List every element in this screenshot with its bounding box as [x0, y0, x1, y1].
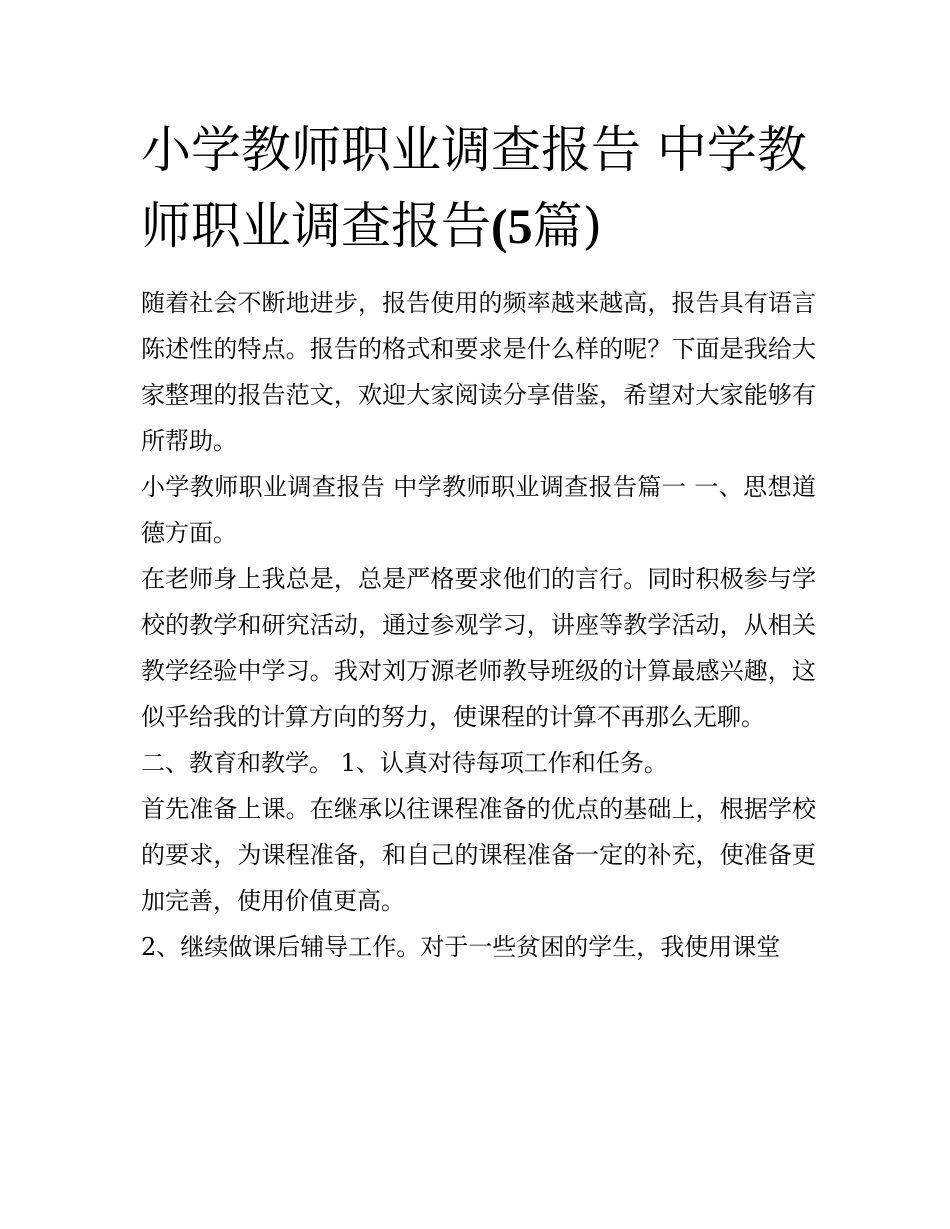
- title-text: 小学教师职业调查报告 中学教师职业调查报告: [141, 121, 807, 255]
- paragraph-section-one: 小学教师职业调查报告 中学教师职业调查报告篇一 一、思想道德方面。: [141, 473, 816, 547]
- document-title: [141, 112, 816, 264]
- paragraph-intro: 随着社会不断地进步，报告使用的频率越来越高，报告具有语言陈述性的特点。报告的格式和要求是什么样的呢？下面是我给大家整理的报告范文，欢迎大家阅读分享借鉴，希望对大家能够有所帮助。: [141, 289, 816, 455]
- paragraph-moral: 在老师身上我总是，总是严格要求他们的言行。同时积极参与学校的教学和研究活动，通过参观学习，讲座等教学活动，从相关教学经验中学习。我对刘万源老师教导班级的计算最感兴趣，这似乎给我的计算方向的努力，使课程的计算不再那么无聊。: [141, 565, 816, 731]
- title-suffix: 篇): [532, 197, 603, 255]
- paragraph-tutoring: 2、继续做课后辅导工作。对于一些贫困的学生，我使用课堂: [141, 933, 781, 961]
- paragraph-section-two: 二、教育和教学。 1、认真对待每项工作和任务。: [141, 749, 668, 777]
- document-body: [141, 112, 816, 970]
- paragraph-preparation: 首先准备上课。在继承以往课程准备的优点的基础上，根据学校的要求，为课程准备，和自己的课程准备一定的补充，使准备更加完善，使用价值更高。: [141, 795, 816, 915]
- title-count: (5: [491, 198, 533, 254]
